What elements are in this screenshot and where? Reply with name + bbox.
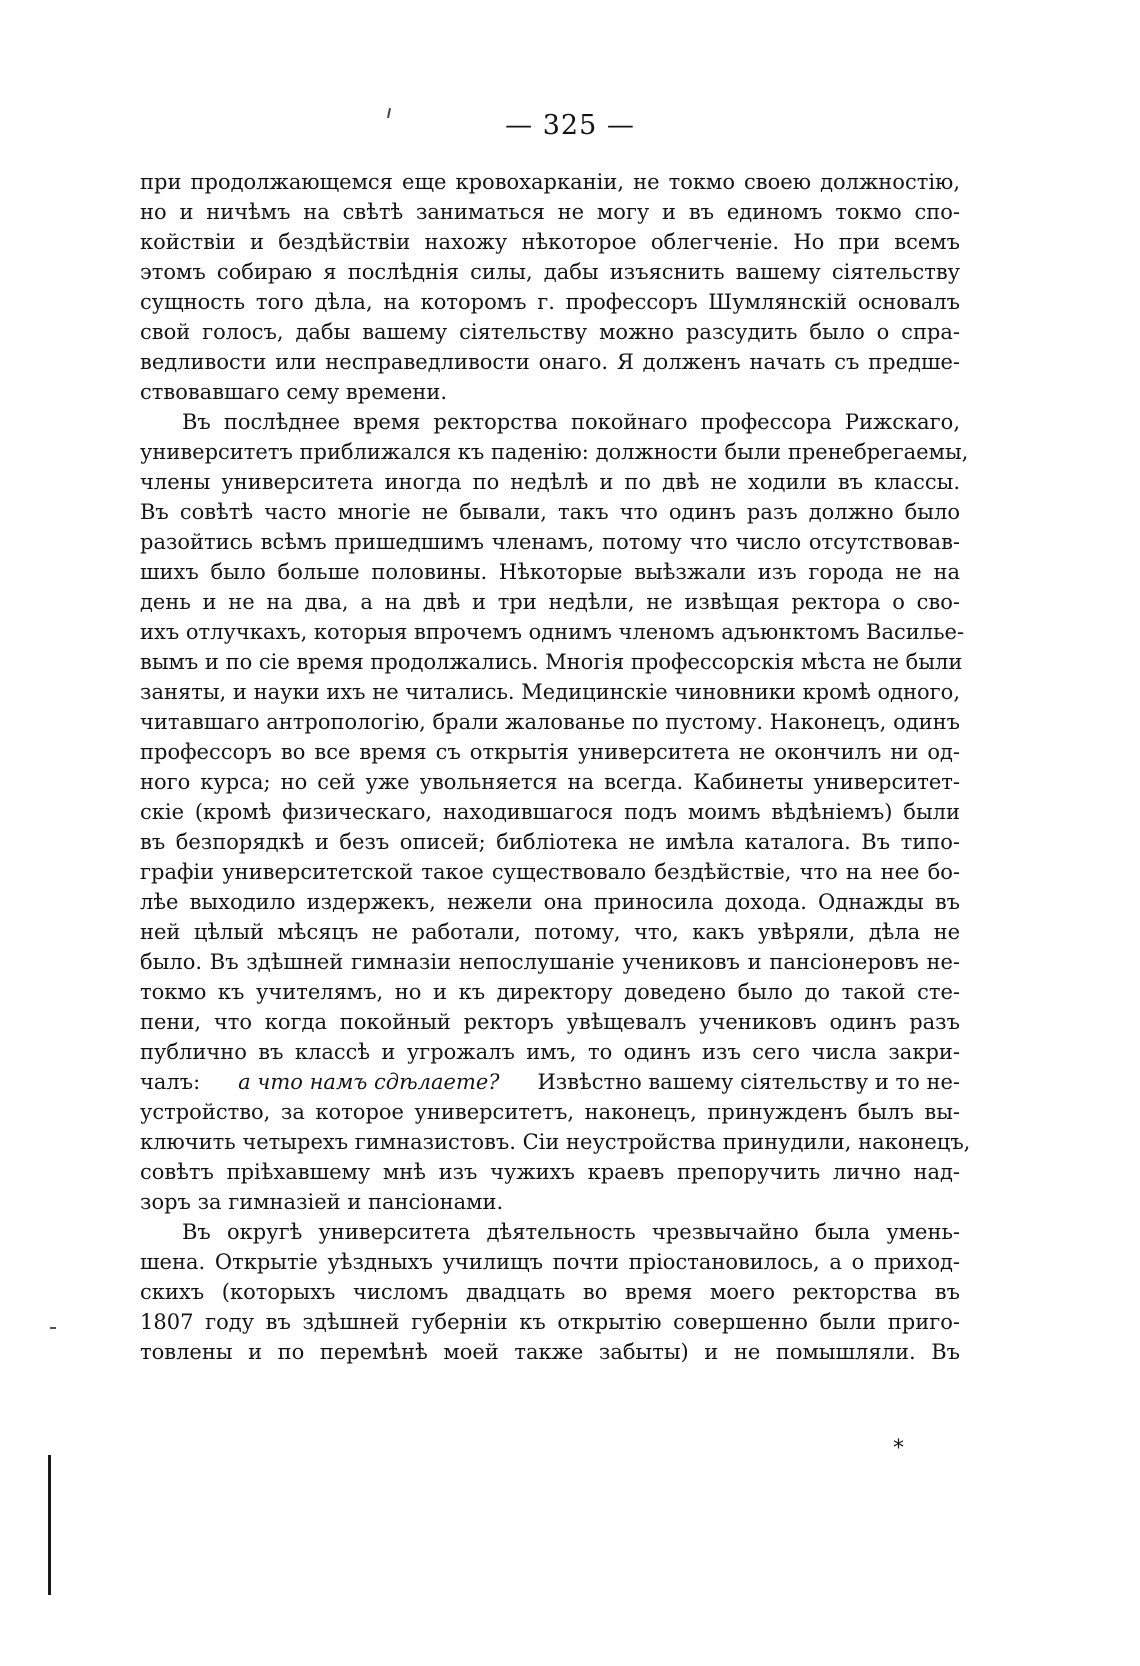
text-line: этомъ собираю я послѣднія силы, дабы изъяснить вашему сіятельству <box>140 260 960 284</box>
text-line: ствовавшаго сему времени. <box>140 380 448 404</box>
page-number: — 325 — <box>505 110 635 141</box>
text-line: заняты, и науки ихъ не читались. Медицинскіе чиновники кромѣ одного, <box>140 680 960 704</box>
text-line: члены университета иногда по недѣлѣ и по двѣ не ходили въ классы. <box>140 470 960 494</box>
text-line: койствіи и бездѣйствіи нахожу нѣкоторое облегченіе. Но при всемъ <box>140 230 960 254</box>
text-line: въ безпорядкѣ и безъ описей; библіотека не имѣла каталога. Въ типо- <box>140 830 960 854</box>
text-line: зоръ за гимназіей и пансіонами. <box>140 1190 504 1214</box>
text-line: устройство, за которое университетъ, наконецъ, принужденъ былъ вы- <box>140 1100 960 1124</box>
text-line: ного курса; но сей уже увольняется на всегда. Кабинеты университет- <box>140 770 960 794</box>
margin-bar <box>48 1455 51 1595</box>
text-line: разойтись всѣмъ пришедшимъ членамъ, потому что число отсутствовав- <box>140 530 960 554</box>
text-fragment: чалъ: <box>140 1070 201 1094</box>
text-line: свой голосъ, дабы вашему сіятельству можно разсудить было о спра- <box>140 320 960 344</box>
text-line: сущность того дѣла, на которомъ г. профессоръ Шумлянскій основалъ <box>140 290 960 314</box>
text-line: но и ничѣмъ на свѣтѣ заниматься не могу и въ единомъ токмо спо- <box>140 200 960 224</box>
text-line: 1807 году въ здѣшней губерніи къ открытію совершенно были приго- <box>140 1310 960 1334</box>
text-line: день и не на два, а на двѣ и три недѣли, не извѣщая ректора о сво- <box>140 590 960 614</box>
italic-quote: а что намъ сдѣлаете? <box>238 1070 500 1094</box>
text-line: профессоръ во все время съ открытія университета не окончилъ ни од- <box>140 740 960 764</box>
text-line: вымъ и по сіе время продолжались. Многія профессорскія мѣста не были <box>140 650 963 674</box>
text-line: ней цѣлый мѣсяцъ не работали, потому, что, какъ увѣряли, дѣла не <box>140 920 960 944</box>
text-line: пени, что когда покойный ректоръ увѣщевалъ учениковъ одинъ разъ <box>140 1010 960 1034</box>
text-line: при продолжающемся еще кровохарканіи, не токмо своею должностію, <box>140 170 960 194</box>
text-line: шихъ было больше половины. Нѣкоторые выѣзжали изъ города не на <box>140 560 960 584</box>
text-line: было. Въ здѣшней гимназіи непослушаніе учениковъ и пансіонеровъ не- <box>140 950 960 974</box>
text-line: скихъ (которыхъ числомъ двадцать во время моего ректорства въ <box>140 1280 960 1304</box>
text-line: Въ совѣтѣ часто многіе не бывали, такъ что одинъ разъ должно было <box>140 500 960 524</box>
text-line: Въ послѣднее время ректорства покойнаго профессора Рижскаго, <box>182 410 960 434</box>
text-line: ведливости или несправедливости онаго. Я долженъ начать съ предше- <box>140 350 960 374</box>
text-line: токмо къ учителямъ, но и къ директору доведено было до такой сте- <box>140 980 960 1004</box>
text-line <box>140 1067 960 1097</box>
text-line: графіи университетской такое существовало бездѣйствіе, что на нее бо- <box>140 860 960 884</box>
text-line: шена. Открытіе уѣздныхъ училищъ почти пріостановилось, а о приход- <box>140 1250 960 1274</box>
text-line: совѣтъ пріѣхавшему мнѣ изъ чужихъ краевъ препоручить лично над- <box>140 1160 960 1184</box>
text-line: товлены и по перемѣнѣ моей также забыты) и не помышляли. Въ <box>140 1340 960 1364</box>
text-line: читавшаго антропологію, брали жалованье по пустому. Наконецъ, одинъ <box>140 710 960 734</box>
footnote-asterisk: * <box>893 1436 904 1461</box>
text-line: ихъ отлучкахъ, которыя впрочемъ однимъ членомъ адъюнктомъ Василье- <box>140 620 965 644</box>
text-line: Въ округѣ университета дѣятельность чрезвычайно была умень- <box>182 1220 960 1244</box>
text-line: публично въ классѣ и угрожалъ имъ, то одинъ изъ сего числа закри- <box>140 1040 960 1064</box>
text-line: скіе (кромѣ физическаго, находившагося подъ моимъ вѣдѣніемъ) были <box>140 800 960 824</box>
margin-mark <box>50 1327 56 1329</box>
text-line: лѣе выходило издержекъ, нежели она приносила дохода. Однажды въ <box>140 890 960 914</box>
text-fragment: Извѣстно вашему сіятельству и то не- <box>537 1070 960 1094</box>
text-line: университетъ приближался къ паденію: должности были пренебрегаемы, <box>140 440 969 464</box>
text-line: ключить четырехъ гимназистовъ. Сіи неустройства принудили, наконецъ, <box>140 1130 971 1154</box>
